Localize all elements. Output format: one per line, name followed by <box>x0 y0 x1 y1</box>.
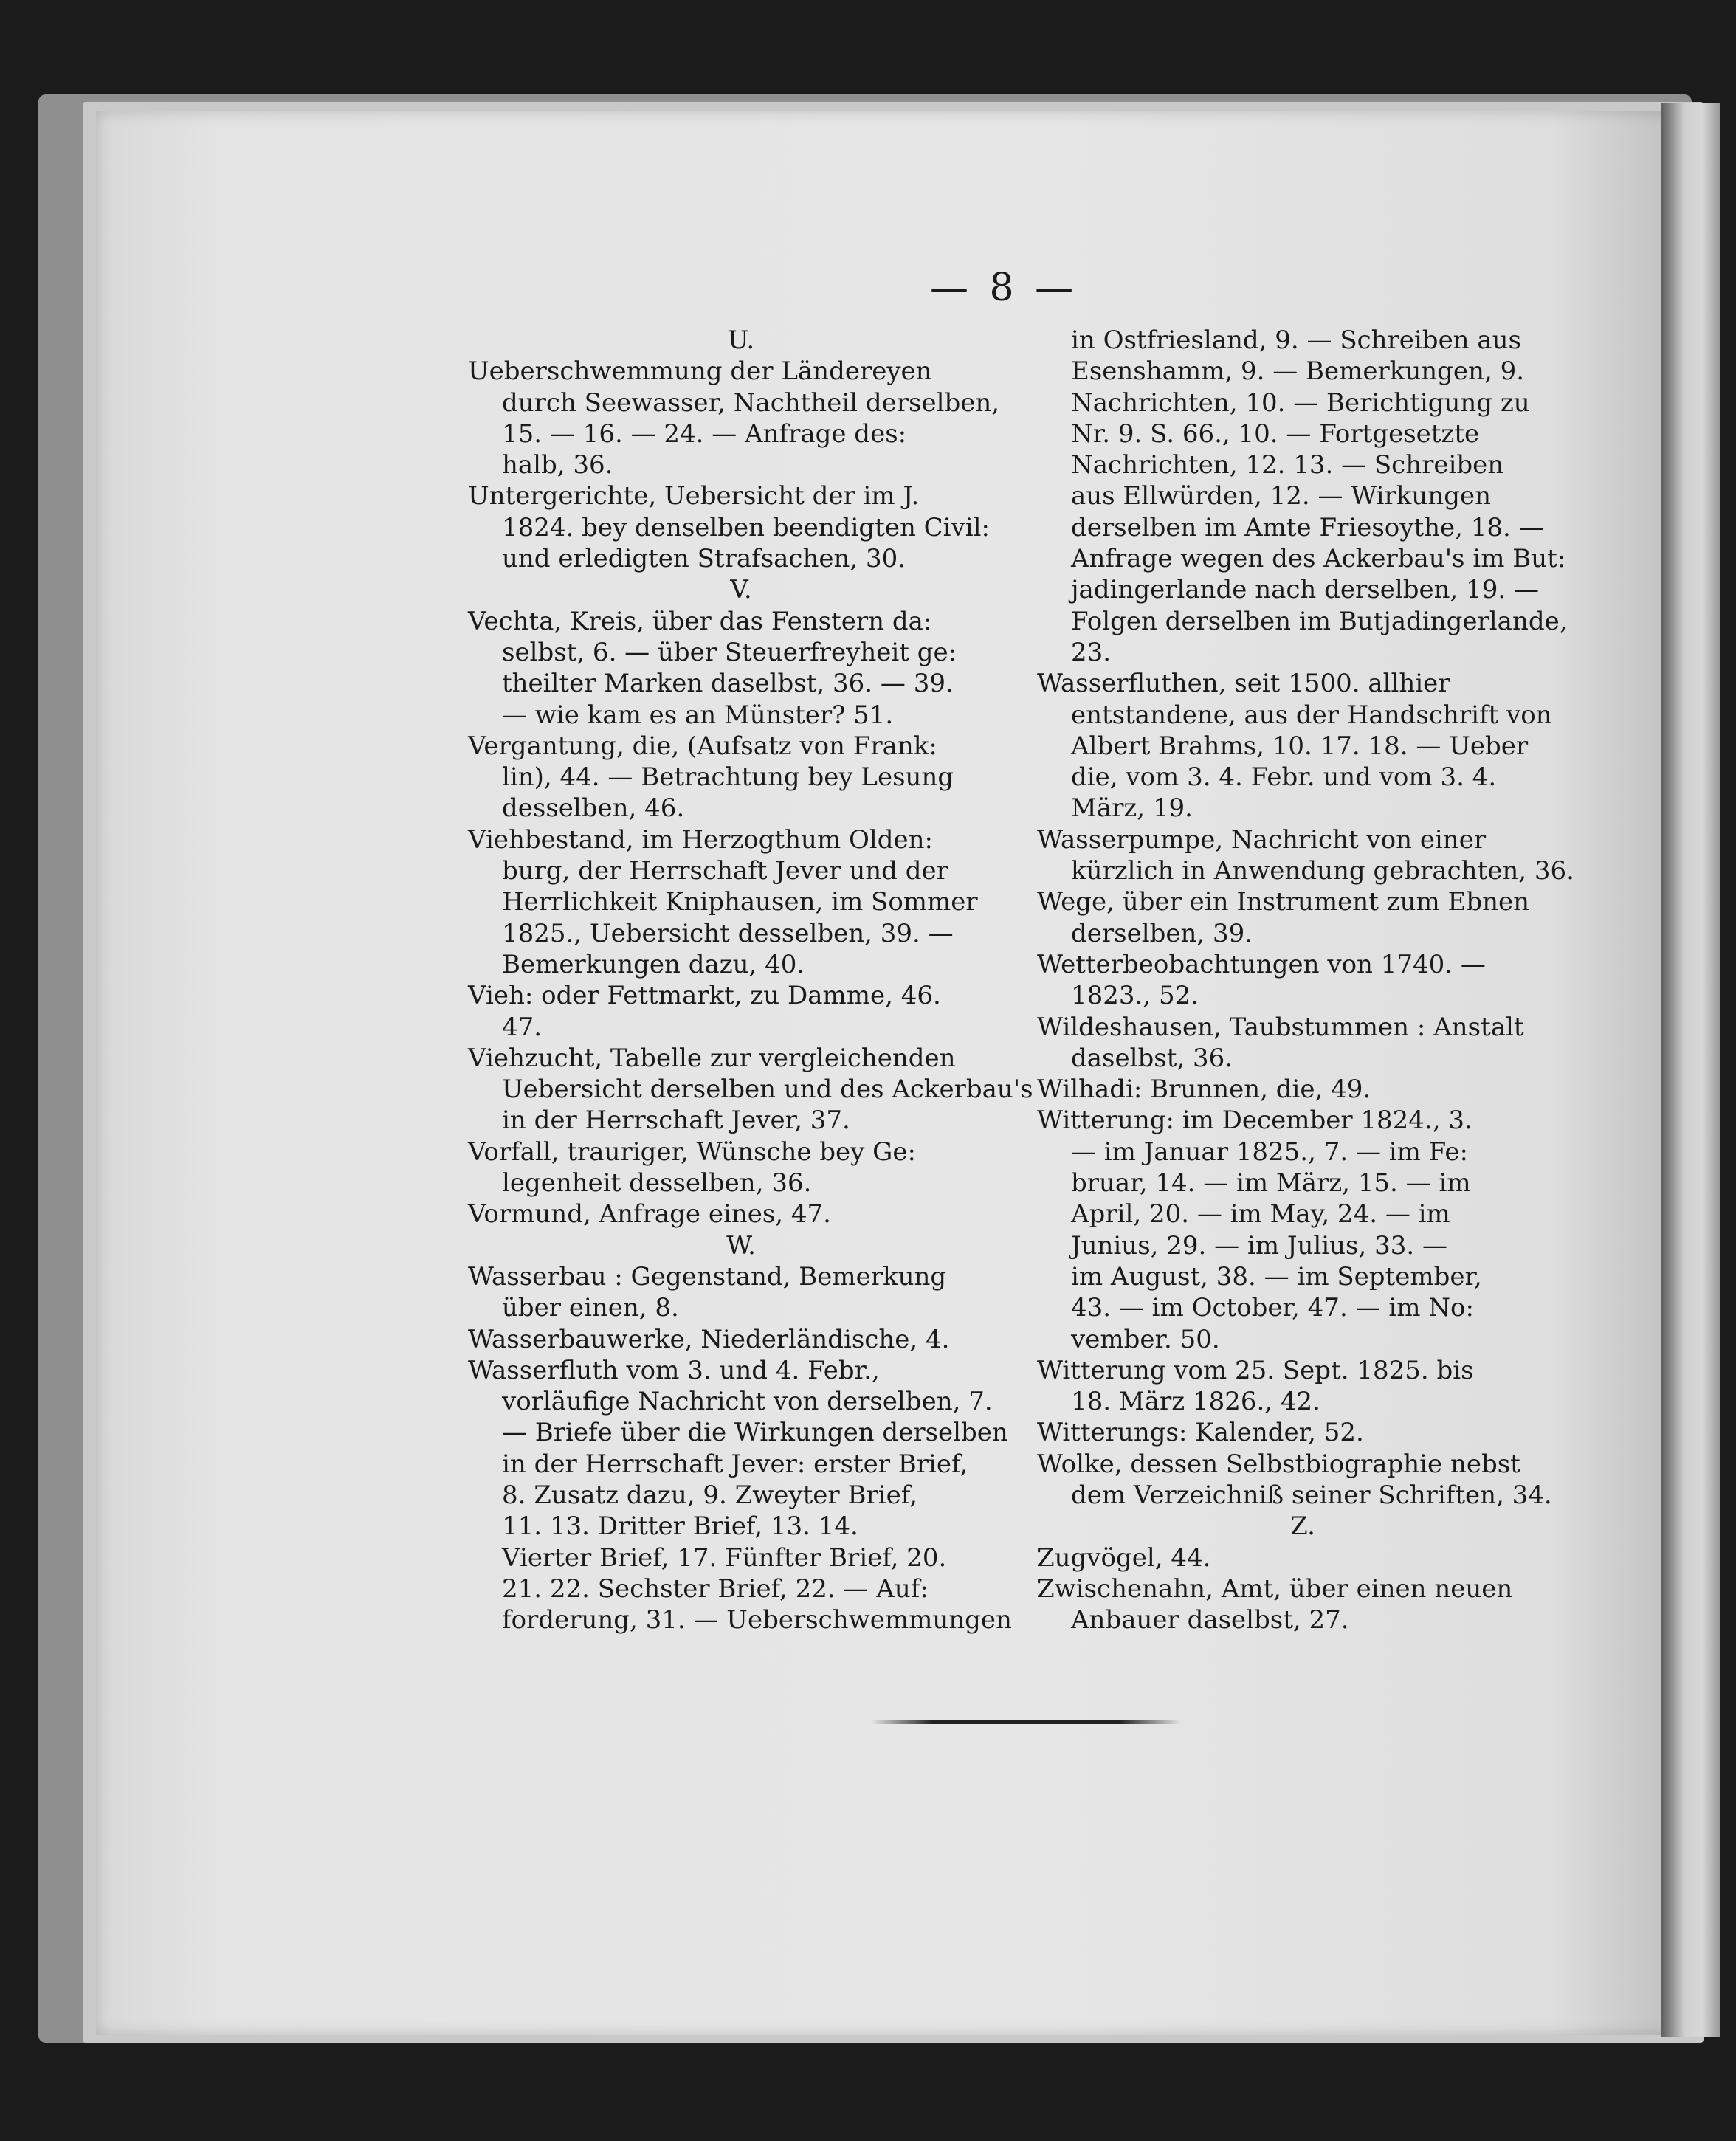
index-entry-continuation-line: entstandene, aus der Handschrift von <box>1071 700 1552 730</box>
index-entry-continuation-line: burg, der Herrschaft Jever und der <box>502 856 948 886</box>
index-entry-continuation-line: legenheit desselben, 36. <box>502 1168 812 1199</box>
index-entry-continuation-line: durch Seewasser, Nachtheil derselben, <box>502 387 1000 418</box>
index-entry-continuation-line: und erledigten Strafsachen, 30. <box>502 544 906 574</box>
index-entry-continuation-line: dem Verzeichniß seiner Schriften, 34. <box>1071 1480 1552 1510</box>
index-entry-headword-line: Wasserbauwerke, Niederländische, 4. <box>468 1324 950 1354</box>
index-entry-headword-line: Wege, über ein Instrument zum Ebnen <box>1037 887 1530 917</box>
index-entry-headword-line: Wolke, dessen Selbstbiographie nebst <box>1037 1449 1520 1479</box>
index-entry-headword-line: Witterung: im December 1824., 3. <box>1037 1106 1472 1136</box>
index-entry-continuation-line: desselben, 46. <box>502 793 685 824</box>
index-entry-headword-line: Viehbestand, im Herzogthum Olden: <box>468 824 933 855</box>
index-entry-continuation-line: in der Herrschaft Jever, 37. <box>502 1106 850 1136</box>
index-entry-headword-line: Witterung vom 25. Sept. 1825. bis <box>1037 1355 1474 1385</box>
index-entry-continuation-line: 18. März 1826., 42. <box>1071 1387 1320 1417</box>
index-entry-continuation-line: Esenshamm, 9. — Bemerkungen, 9. <box>1071 356 1525 387</box>
index-entry-continuation-line: 1824. bey denselben beendigten Civil: <box>502 512 990 542</box>
index-entry-continuation-line: lin), 44. — Betrachtung bey Lesung <box>502 762 954 793</box>
index-entry-headword-line: Witterungs: Kalender, 52. <box>1037 1418 1364 1448</box>
index-entry-continuation-line: Herrlichkeit Kniphausen, im Sommer <box>502 887 978 917</box>
index-entry-continuation-line: im August, 38. — im September, <box>1071 1261 1482 1292</box>
index-entry-continuation-line: bruar, 14. — im März, 15. — im <box>1071 1168 1471 1199</box>
index-entry-continuation-line: März, 19. <box>1071 793 1193 824</box>
index-entry-headword-line: Vorfall, trauriger, Wünsche bey Ge: <box>468 1137 916 1167</box>
index-entry-continuation-line: in Ostfriesland, 9. — Schreiben aus <box>1071 325 1522 355</box>
index-entry-continuation-line: — im Januar 1825., 7. — im Fe: <box>1071 1137 1468 1167</box>
index-entry-continuation-line: Junius, 29. — im Julius, 33. — <box>1071 1230 1447 1261</box>
index-entry-continuation-line: — wie kam es an Münster? 51. <box>502 700 894 730</box>
index-entry-continuation-line: — Briefe über die Wirkungen derselben <box>502 1418 1008 1448</box>
index-entry-headword-line: Vechta, Kreis, über das Fenstern da: <box>468 606 932 636</box>
book-spine <box>1661 103 1720 2037</box>
index-entry-headword-line: Wasserfluth vom 3. und 4. Febr., <box>468 1355 880 1385</box>
index-entry-continuation-line: kürzlich in Anwendung gebrachten, 36. <box>1071 856 1574 886</box>
index-entry-continuation-line: 43. — im October, 47. — im No: <box>1071 1293 1474 1323</box>
index-entry-headword-line: Wasserbau : Gegenstand, Bemerkung <box>468 1261 947 1292</box>
index-entry-headword-line: Vieh: oder Fettmarkt, zu Damme, 46. <box>468 981 941 1011</box>
index-entry-continuation-line: April, 20. — im May, 24. — im <box>1071 1199 1450 1230</box>
index-entry-headword-line: Wasserpumpe, Nachricht von einer <box>1037 824 1487 855</box>
index-column-right <box>1037 325 1574 1635</box>
index-entry-continuation-line: theilter Marken daselbst, 36. — 39. <box>502 669 954 699</box>
index-entry-continuation-line: derselben im Amte Friesoythe, 18. — <box>1071 512 1544 542</box>
index-entry-headword-line: Viehzucht, Tabelle zur vergleichenden <box>468 1043 956 1073</box>
index-entry-continuation-line: daselbst, 36. <box>1071 1043 1233 1073</box>
index-entry-continuation-line: derselben, 39. <box>1071 918 1253 948</box>
index-entry-continuation-line: 15. — 16. — 24. — Anfrage des: <box>502 418 907 449</box>
index-entry-continuation-line: Nachrichten, 12. 13. — Schreiben <box>1071 450 1504 480</box>
index-entry-continuation-line: Vierter Brief, 17. Fünfter Brief, 20. <box>502 1542 947 1573</box>
index-entry-continuation-line: Folgen derselben im Butjadingerlande, <box>1071 606 1568 636</box>
index-entry-continuation-line: selbst, 6. — über Steuerfreyheit ge: <box>502 637 957 667</box>
index-entry-continuation-line: Anbauer daselbst, 27. <box>1071 1605 1349 1635</box>
index-section-letter: V. <box>730 575 752 605</box>
index-entry-headword-line: Zwischenahn, Amt, über einen neuen <box>1037 1573 1513 1604</box>
index-section-letter: Z. <box>1290 1511 1315 1542</box>
index-entry-continuation-line: 23. <box>1071 637 1112 667</box>
index-entry-continuation-line: 11. 13. Dritter Brief, 13. 14. <box>502 1511 858 1542</box>
index-entry-continuation-line: aus Ellwürden, 12. — Wirkungen <box>1071 481 1491 511</box>
index-entry-headword-line: Wildeshausen, Taubstummen : Anstalt <box>1037 1012 1524 1042</box>
index-entry-headword-line: Wetterbeobachtungen von 1740. — <box>1037 949 1486 979</box>
index-entry-continuation-line: Albert Brahms, 10. 17. 18. — Ueber <box>1071 731 1529 761</box>
index-entry-continuation-line: die, vom 3. 4. Febr. und vom 3. 4. <box>1071 762 1497 793</box>
index-entry-continuation-line: Bemerkungen dazu, 40. <box>502 949 805 979</box>
index-entry-continuation-line: vorläufige Nachricht von derselben, 7. <box>502 1387 993 1417</box>
index-entry-continuation-line: jadingerlande nach derselben, 19. — <box>1071 575 1539 605</box>
end-ornament-rule <box>871 1720 1181 1724</box>
index-entry-continuation-line: über einen, 8. <box>502 1293 679 1323</box>
index-entry-headword-line: Untergerichte, Uebersicht der im J. <box>468 481 920 511</box>
index-entry-continuation-line: forderung, 31. — Ueberschwemmungen <box>502 1605 1012 1635</box>
index-entry-continuation-line: 21. 22. Sechster Brief, 22. — Auf: <box>502 1573 929 1604</box>
index-entry-continuation-line: in der Herrschaft Jever: erster Brief, <box>502 1449 968 1479</box>
index-entry-continuation-line: 1823., 52. <box>1071 981 1199 1011</box>
index-entry-headword-line: Zugvögel, 44. <box>1037 1542 1211 1573</box>
index-entry-headword-line: Wasserfluthen, seit 1500. allhier <box>1037 669 1450 699</box>
index-entry-continuation-line: vember. 50. <box>1071 1324 1220 1354</box>
index-entry-continuation-line: halb, 36. <box>502 450 613 480</box>
index-section-letter: U. <box>727 325 755 355</box>
index-entry-continuation-line: Nachrichten, 10. — Berichtigung zu <box>1071 387 1530 418</box>
index-section-letter: W. <box>726 1230 756 1261</box>
index-entry-continuation-line: 47. <box>502 1012 542 1042</box>
index-column-left <box>468 325 1033 1635</box>
index-entry-headword-line: Wilhadi: Brunnen, die, 49. <box>1037 1075 1371 1105</box>
page-number: — 8 — <box>930 266 1078 310</box>
index-entry-continuation-line: 1825., Uebersicht desselben, 39. — <box>502 918 954 948</box>
index-entry-continuation-line: Uebersicht derselben und des Ackerbau's <box>502 1075 1033 1105</box>
index-entry-headword-line: Vormund, Anfrage eines, 47. <box>468 1199 831 1230</box>
index-entry-headword-line: Ueberschwemmung der Ländereyen <box>468 356 932 387</box>
index-entry-continuation-line: Anfrage wegen des Ackerbau's im But: <box>1071 544 1566 574</box>
index-entry-continuation-line: 8. Zusatz dazu, 9. Zweyter Brief, <box>502 1480 917 1510</box>
index-entry-continuation-line: Nr. 9. S. 66., 10. — Fortgesetzte <box>1071 418 1480 449</box>
index-entry-headword-line: Vergantung, die, (Aufsatz von Frank: <box>468 731 937 761</box>
